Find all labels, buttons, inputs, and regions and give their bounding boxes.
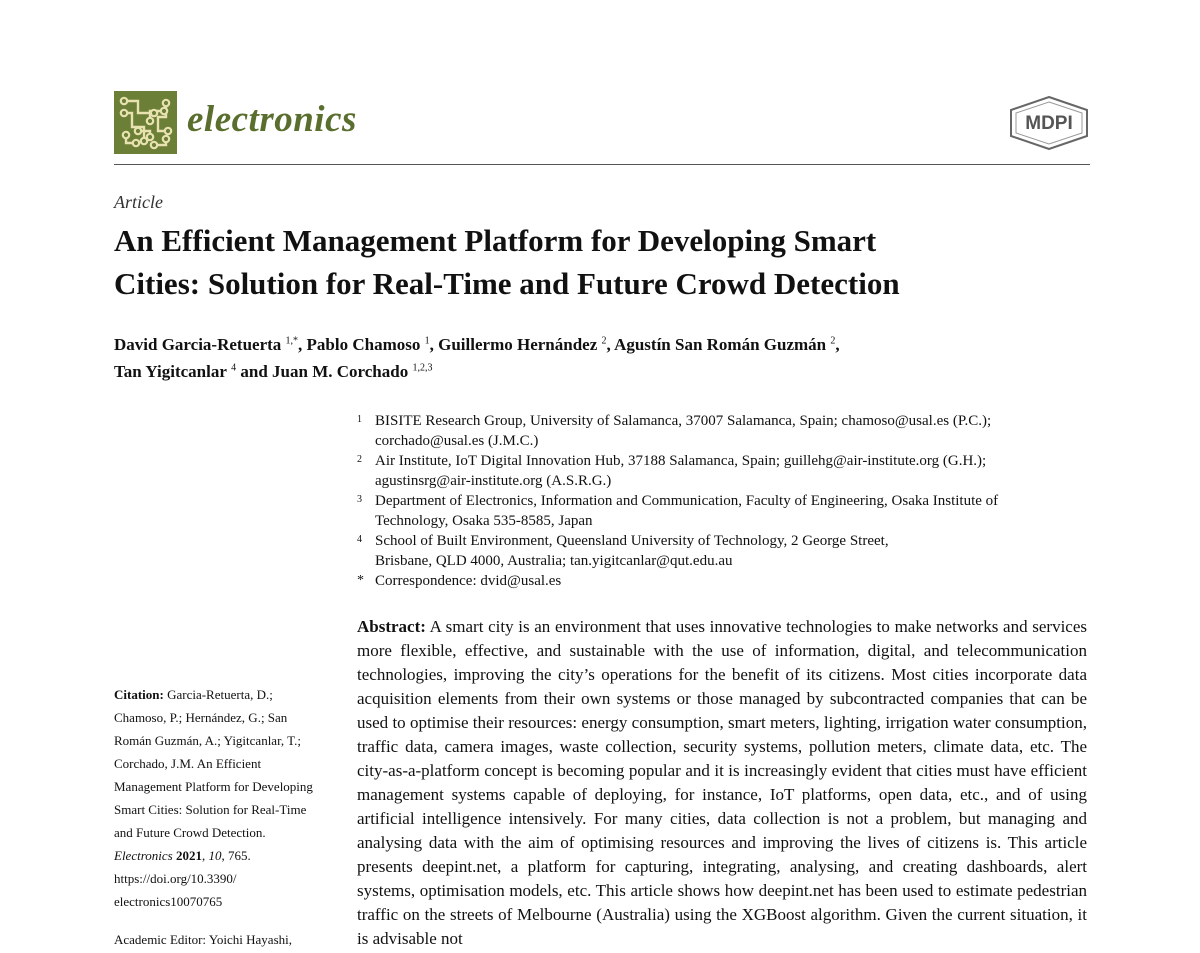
- title-line-2: Cities: Solution for Real-Time and Future Crowd Detection: [114, 266, 900, 301]
- affiliations: [357, 411, 1077, 591]
- author: David Garcia-Retuerta $^{1,*}$,: [114, 334, 307, 354]
- journal-logo-icon: [114, 91, 177, 154]
- author: Agustín San Román Guzmán $^2$,: [614, 334, 840, 354]
- title-line-1: An Efficient Management Platform for Developing Smart: [114, 223, 877, 258]
- citation-label: Citation:: [114, 687, 164, 702]
- author-list: [114, 329, 1034, 384]
- author: Tan Yigitcanlar $^4$ and: [114, 362, 273, 382]
- citation: Citation: Garcia-Retuerta, D.; Chamoso, P.; Hernández, G.; San Román Guzmán, A.; Yigitcanlar, T.; Corchado, J.M. An Efficient Management Platform for Developing Smart Cities: Solution for Real-Time and Future Crowd Detection. Electronics 2021, 10, 765. https://doi.org/10.3390/ electronics10070765: [114, 687, 313, 909]
- affiliation-item: 4 School of Built Environment, Queensland University of Technology, 2 George Street, Brisbane, QLD 4000, Australia; tan.yigitcanlar@qut.edu.au: [357, 533, 889, 569]
- abstract-label: Abstract:: [357, 617, 426, 636]
- publisher-logo-icon: [1008, 96, 1090, 150]
- correspondence: * Correspondence: dvid@usal.es: [357, 573, 562, 589]
- affiliation-item: 2 Air Institute, IoT Digital Innovation Hub, 37188 Salamanca, Spain; guillehg@air-institute.org (G.H.); agustinsrg@air-institute.org (A.S.R.G.): [357, 453, 987, 489]
- author: Guillermo Hernández $^2$,: [438, 334, 615, 354]
- academic-editor: Academic Editor: Yoichi Hayashi,: [114, 932, 292, 947]
- article-type: Article: [114, 192, 163, 212]
- author: Juan M. Corchado $^{1,2,3}$: [272, 362, 433, 382]
- publisher-name: MDPI: [1025, 113, 1073, 134]
- abstract: [357, 615, 1087, 951]
- journal-name: electronics: [187, 99, 357, 140]
- paper-title: [114, 219, 1074, 305]
- affiliation-item: 3 Department of Electronics, Information and Communication, Faculty of Engineering, Osaka Institute of Technology, Osaka 535-8585, Japan: [357, 493, 999, 529]
- header-rule: [114, 164, 1090, 165]
- abstract-text: A smart city is an environment that uses innovative technologies to make networks and services more flexible, effective, and sustainable with the use of information, digital, and telecommunication technologies, improving the city’s operations for the benefit of its citizens. Most cities incorporate data acquisition elements from their own systems or those managed by subcontracted companies that can be used to optimise their resources: energy consumption, smart meters, lighting, irrigation water consumption, traffic data, camera images, waste collection, security systems, pollution meters, climate data, etc. The city-as-a-platform concept is becoming popular and it is increasingly evident that cities must have efficient management systems capable of deploying, for instance, IoT platforms, open data, etc., and of using artificial intelligence intensively. For many cities, data collection is not a problem, but managing and analysing data with the aim of optimising resources and improving the lives of citizens is. This article presents deepint.net, a platform for capturing, integrating, analysing, and creating dashboards, alert systems, optimisation models, etc. This article shows how deepint.net has been used to estimate pedestrian traffic on the streets of Melbourne (Australia) using the XGBoost algorithm. Given the current situation, it is advisable not: [357, 617, 1088, 948]
- author: Pablo Chamoso $^1$,: [306, 334, 439, 354]
- affiliation-item: 1 BISITE Research Group, University of Salamanca, 37007 Salamanca, Spain; chamoso@usal.es (P.C.); corchado@usal.es (J.M.C.): [357, 413, 992, 449]
